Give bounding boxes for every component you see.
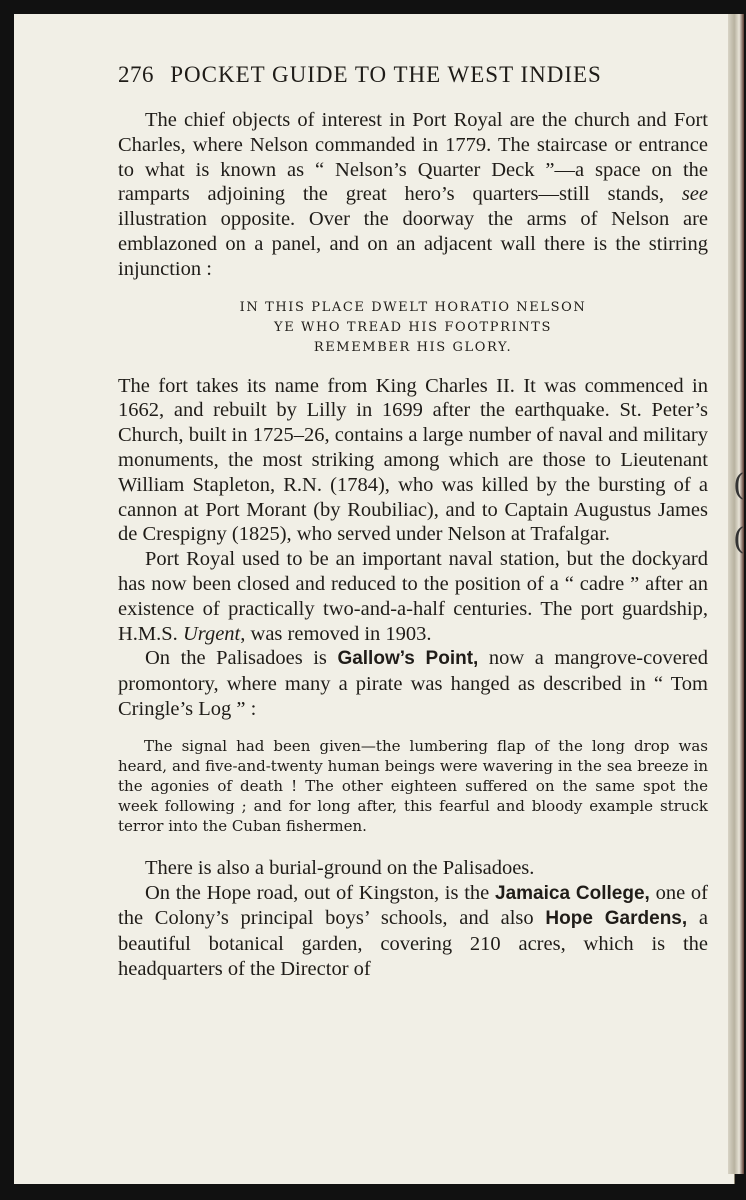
paragraph-naval-station: Port Royal used to be an important naval station, but the dockyard has now been closed and reduced to the position of a “ cadre ” after an existence of practically two-and-a-half centuries. The port guardship, H.M.S. Urgent, was removed in 1903. <box>118 548 708 645</box>
paragraph-port-royal: The chief objects of interest in Port Royal are the church and Fort Charles, where Nelson commanded in 1779. The staircase or entrance to what is known as “ Nelson’s Quarter Deck ”—a space on the ramparts adjoining the great hero’s quarters—still stands, see illustration opposite. Over the doorway the arms of Nelson are emblazoned on a panel, and on an adjacent wall there is the stirring injunction : <box>118 109 708 280</box>
inscription-line: IN THIS PLACE DWELT HORATIO NELSON <box>239 299 587 315</box>
nelson-inscription <box>118 298 708 358</box>
paragraph-burial-ground: There is also a burial-ground on the Palisadoes. <box>145 856 535 879</box>
see-reference: see <box>681 183 708 206</box>
place-hope-gardens: Hope Gardens, <box>545 908 688 930</box>
place-gallows-point: Gallow’s Point, <box>337 648 479 670</box>
paragraph-gallows-point: On the Palisadoes is Gallow’s Point, now a mangrove-covered promontory, where many a pirate was hanged as described in “ Tom Cringle’s Log ” : <box>118 647 708 720</box>
page-number: 276 <box>118 62 154 87</box>
book-title: POCKET GUIDE TO THE WEST INDIES <box>170 62 602 87</box>
edge-mark-lower: ( <box>733 522 745 557</box>
edge-mark-upper: ( <box>733 468 745 503</box>
paragraph-hope-road: On the Hope road, out of Kingston, is the Jamaica College, one of the Colony’s principal boys’ schools, and also Hope Gardens, a beautiful botanical garden, covering 210 acres, which is the headquarters of the Director of <box>118 881 708 980</box>
inscription-line: REMEMBER HIS GLORY. <box>313 339 513 355</box>
page-content <box>118 62 708 982</box>
ship-name: Urgent <box>182 622 241 645</box>
paragraph-fort-history: The fort takes its name from King Charles II. It was commenced in 1662, and rebuilt by Lilly in 1699 after the earthquake. St. Peter’s Church, built in 1725–26, contains a large number of naval and military monuments, the most striking among which are those to Lieutenant William Stapleton, R.N. (1784), who was killed by the bursting of a cannon at Port Morant (by Roubiliac), and to Captain Augustus James de Crespigny (1825), who served under Nelson at Trafalgar. <box>118 374 708 546</box>
facing-page-edge <box>728 14 744 1174</box>
place-jamaica-college: Jamaica College, <box>495 882 650 904</box>
quotation-tom-cringle: The signal had been given—the lumbering flap of the long drop was heard, and five-and-twenty human beings were wavering in the sea breeze in the agonies of death ! The other eighteen suffered on the same spot the week following ; and for long after, this fearful and bloody example struck terror into the Cuban fishermen. <box>118 736 708 835</box>
running-head <box>118 62 708 88</box>
inscription-line: YE WHO TREAD HIS FOOTPRINTS <box>274 319 552 335</box>
